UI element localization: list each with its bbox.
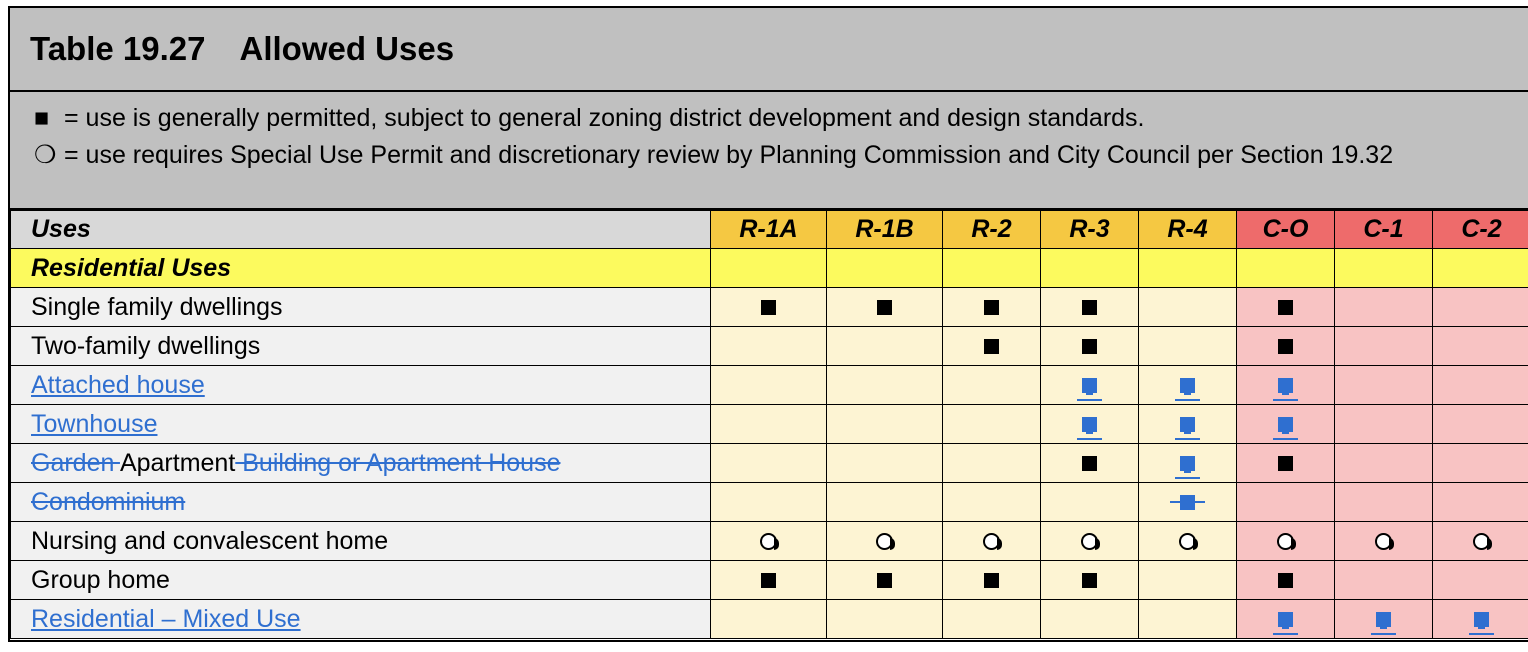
deleted-text: Garden xyxy=(31,448,120,477)
district-cell xyxy=(1433,561,1528,600)
district-cell xyxy=(827,405,943,444)
district-cell xyxy=(1041,288,1139,327)
district-cell xyxy=(827,522,943,561)
district-cell xyxy=(827,366,943,405)
district-cell xyxy=(1237,327,1335,366)
district-cell xyxy=(1335,600,1433,639)
permitted-icon xyxy=(761,573,776,588)
district-cell xyxy=(711,600,827,639)
table-row xyxy=(11,288,1528,327)
district-cell xyxy=(1041,327,1139,366)
district-cell xyxy=(827,600,943,639)
use-link[interactable]: Residential – Mixed Use xyxy=(31,604,301,633)
district-cell xyxy=(1139,483,1237,522)
permitted-added-icon xyxy=(1278,378,1293,393)
district-cell xyxy=(1237,366,1335,405)
district-cell xyxy=(827,444,943,483)
district-header-r-1a: R-1A xyxy=(711,211,827,249)
category-cell xyxy=(1139,249,1237,288)
legend-special-text: = use requires Special Use Permit and discretionary review by Planning Commission and City Council per Section 19.32 xyxy=(64,141,1394,169)
use-label xyxy=(11,288,711,327)
district-cell xyxy=(1041,600,1139,639)
district-cell xyxy=(1041,405,1139,444)
district-cell xyxy=(1139,522,1237,561)
legend xyxy=(10,92,1528,210)
district-cell xyxy=(827,288,943,327)
district-cell xyxy=(1237,561,1335,600)
category-cell xyxy=(1433,249,1528,288)
district-cell xyxy=(1041,522,1139,561)
permitted-added-icon xyxy=(1082,417,1097,432)
district-cell xyxy=(943,327,1041,366)
district-cell xyxy=(943,483,1041,522)
district-cell xyxy=(943,405,1041,444)
district-cell xyxy=(1237,522,1335,561)
district-cell xyxy=(943,444,1041,483)
category-cell xyxy=(711,249,827,288)
legend-special-use xyxy=(34,137,1528,174)
use-link[interactable]: Attached house xyxy=(31,370,205,399)
deleted-text: Building or Apartment House xyxy=(235,448,561,477)
district-header-r-1b: R-1B xyxy=(827,211,943,249)
special-use-icon xyxy=(760,533,777,550)
district-cell xyxy=(1433,483,1528,522)
permitted-icon xyxy=(1278,300,1293,315)
use-label-text: Condominium xyxy=(31,487,186,516)
table-row xyxy=(11,327,1528,366)
table-row xyxy=(11,600,1528,639)
permitted-added-icon xyxy=(1474,612,1489,627)
district-cell xyxy=(943,561,1041,600)
permitted-legend-icon: ■ xyxy=(34,104,50,132)
permitted-icon xyxy=(984,573,999,588)
uses-table xyxy=(10,210,1528,639)
use-label xyxy=(11,522,711,561)
district-cell xyxy=(1041,483,1139,522)
permitted-icon xyxy=(1082,300,1097,315)
district-cell xyxy=(1139,444,1237,483)
special-use-icon xyxy=(876,533,893,550)
table-title-bar xyxy=(10,8,1528,92)
use-label xyxy=(11,483,711,522)
permitted-deleted-icon xyxy=(1180,495,1195,510)
use-label-text: Nursing and convalescent home xyxy=(31,526,389,555)
district-header-c-1: C-1 xyxy=(1335,211,1433,249)
category-cell xyxy=(1335,249,1433,288)
use-label-text: Two-family dwellings xyxy=(31,331,261,360)
category-cell xyxy=(827,249,943,288)
special-use-icon xyxy=(1375,533,1392,550)
uses-column-header: Uses xyxy=(11,211,711,249)
permitted-icon xyxy=(1278,456,1293,471)
district-cell xyxy=(711,405,827,444)
district-cell xyxy=(711,327,827,366)
category-cell xyxy=(1041,249,1139,288)
special-use-icon xyxy=(1081,533,1098,550)
table-title-text: Allowed Uses xyxy=(239,30,455,67)
district-cell xyxy=(1335,444,1433,483)
district-cell xyxy=(1041,444,1139,483)
district-header-r-3: R-3 xyxy=(1041,211,1139,249)
district-cell xyxy=(1237,600,1335,639)
permitted-added-icon xyxy=(1278,612,1293,627)
special-use-icon xyxy=(1179,533,1196,550)
table-number: Table 19.27 xyxy=(30,30,206,67)
district-header-c-2: C-2 xyxy=(1433,211,1528,249)
district-header-c-o: C-O xyxy=(1237,211,1335,249)
table-title xyxy=(30,30,454,68)
table-row xyxy=(11,444,1528,483)
district-cell xyxy=(827,561,943,600)
use-label xyxy=(11,561,711,600)
district-cell xyxy=(827,483,943,522)
permitted-icon xyxy=(1082,573,1097,588)
district-cell xyxy=(1237,288,1335,327)
allowed-uses-table-frame xyxy=(8,6,1528,642)
table-row xyxy=(11,522,1528,561)
legend-permitted xyxy=(34,100,1528,137)
permitted-icon xyxy=(1278,339,1293,354)
category-row xyxy=(11,249,1528,288)
district-cell xyxy=(1433,444,1528,483)
legend-permitted-text: = use is generally permitted, subject to general zoning district development and design standards. xyxy=(64,104,1145,132)
district-cell xyxy=(1335,405,1433,444)
permitted-added-icon xyxy=(1180,378,1195,393)
permitted-icon xyxy=(1082,456,1097,471)
district-cell xyxy=(943,522,1041,561)
special-use-icon xyxy=(983,533,1000,550)
district-cell xyxy=(711,366,827,405)
district-cell xyxy=(711,444,827,483)
use-label[interactable] xyxy=(11,600,711,639)
district-cell xyxy=(1433,600,1528,639)
district-cell xyxy=(1139,288,1237,327)
district-cell xyxy=(1139,327,1237,366)
district-cell xyxy=(1335,288,1433,327)
permitted-added-icon xyxy=(1180,417,1195,432)
table-row xyxy=(11,483,1528,522)
use-label[interactable] xyxy=(11,366,711,405)
header-row xyxy=(11,211,1528,249)
use-label[interactable] xyxy=(11,405,711,444)
permitted-icon xyxy=(984,339,999,354)
district-cell xyxy=(1335,483,1433,522)
use-label xyxy=(11,444,711,483)
category-cell xyxy=(1237,249,1335,288)
permitted-icon xyxy=(984,300,999,315)
use-label xyxy=(11,327,711,366)
district-cell xyxy=(1433,405,1528,444)
district-cell xyxy=(1433,327,1528,366)
district-cell xyxy=(1139,561,1237,600)
permitted-icon xyxy=(1278,573,1293,588)
special-use-legend-icon: ❍ xyxy=(34,141,57,169)
district-cell xyxy=(1237,405,1335,444)
permitted-icon xyxy=(877,573,892,588)
permitted-icon xyxy=(1082,339,1097,354)
district-header-r-4: R-4 xyxy=(1139,211,1237,249)
district-cell xyxy=(1335,366,1433,405)
district-cell xyxy=(943,600,1041,639)
district-cell xyxy=(711,483,827,522)
district-cell xyxy=(943,288,1041,327)
district-cell xyxy=(827,327,943,366)
permitted-added-icon xyxy=(1082,378,1097,393)
district-cell xyxy=(1041,561,1139,600)
district-cell xyxy=(1139,405,1237,444)
district-cell xyxy=(1335,522,1433,561)
district-cell xyxy=(711,522,827,561)
use-label-text: Single family dwellings xyxy=(31,292,283,321)
category-cell xyxy=(943,249,1041,288)
use-label-text: Group home xyxy=(31,565,170,594)
district-cell xyxy=(1335,327,1433,366)
table-row xyxy=(11,405,1528,444)
category-label: Residential Uses xyxy=(11,249,711,288)
special-use-icon xyxy=(1277,533,1294,550)
permitted-added-icon xyxy=(1376,612,1391,627)
special-use-icon xyxy=(1473,533,1490,550)
use-link[interactable]: Townhouse xyxy=(31,409,158,438)
district-cell xyxy=(943,366,1041,405)
district-cell xyxy=(1433,522,1528,561)
district-cell xyxy=(1433,288,1528,327)
permitted-icon xyxy=(761,300,776,315)
permitted-added-icon xyxy=(1180,456,1195,471)
district-cell xyxy=(711,288,827,327)
district-cell xyxy=(1237,483,1335,522)
table-row xyxy=(11,366,1528,405)
district-cell xyxy=(1433,366,1528,405)
district-header-r-2: R-2 xyxy=(943,211,1041,249)
use-label-text: Apartment xyxy=(119,448,236,477)
district-cell xyxy=(1139,366,1237,405)
permitted-icon xyxy=(877,300,892,315)
district-cell xyxy=(1139,600,1237,639)
district-cell xyxy=(1335,561,1433,600)
district-cell xyxy=(1237,444,1335,483)
district-cell xyxy=(711,561,827,600)
district-cell xyxy=(1041,366,1139,405)
table-row xyxy=(11,561,1528,600)
permitted-added-icon xyxy=(1278,417,1293,432)
